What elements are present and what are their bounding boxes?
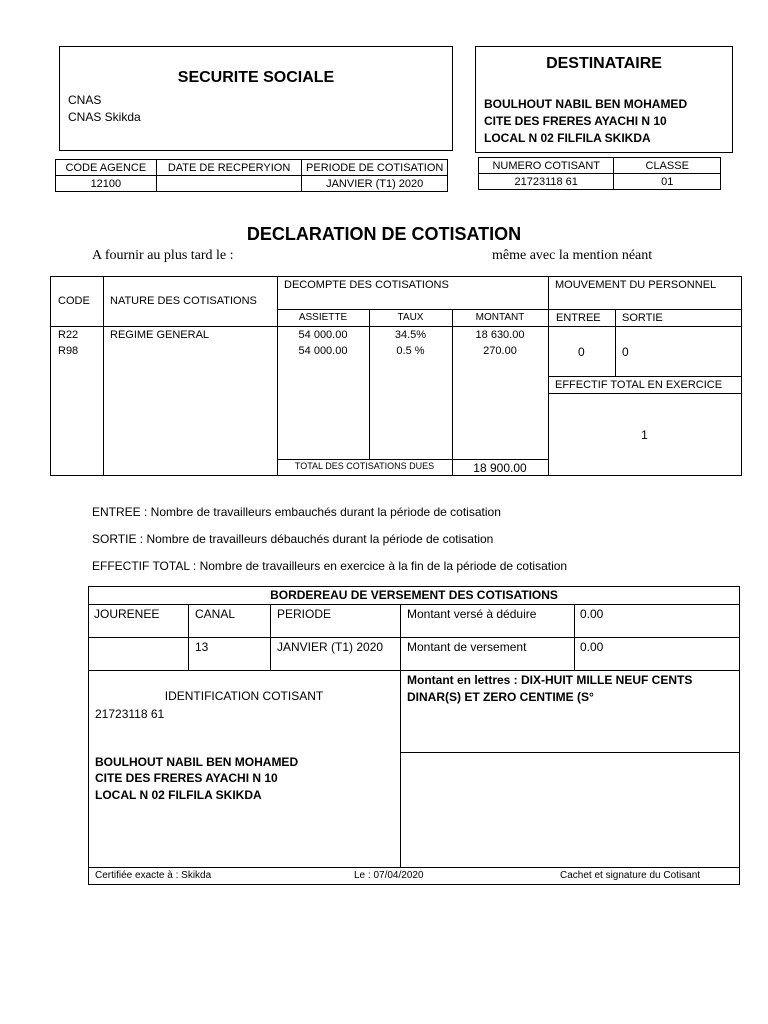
deadline-text: A fournir au plus tard le : bbox=[92, 248, 234, 263]
bordereau-title: BORDEREAU DE VERSEMENT DES COTISATIONS bbox=[270, 588, 558, 602]
agency-code-value: 12100 bbox=[56, 176, 157, 192]
canal-header: CANAL bbox=[195, 607, 236, 621]
bordereau-address1: CITE DES FRERES AYACHI N 10 bbox=[95, 771, 278, 785]
certifiee-text: Certifiée exacte à : Skikda bbox=[95, 870, 212, 881]
contributor-class-header: CLASSE bbox=[614, 158, 721, 174]
montant-versement-label: Montant de versement bbox=[407, 640, 527, 654]
montant-deduire-value: 0.00 bbox=[580, 607, 604, 621]
entree-header: ENTREE bbox=[556, 312, 601, 324]
montant-versement-value: 0.00 bbox=[580, 640, 604, 654]
agency-period-value: JANVIER (T1) 2020 bbox=[302, 176, 448, 192]
definition-entree: ENTREE : Nombre de travailleurs embauchés durant la période de cotisation bbox=[92, 505, 501, 519]
sender-line2: CNAS Skikda bbox=[68, 110, 141, 124]
sortie-value: 0 bbox=[622, 345, 629, 359]
sortie-header: SORTIE bbox=[622, 312, 663, 324]
periode-value: JANVIER (T1) 2020 bbox=[277, 640, 384, 654]
contributor-table bbox=[478, 157, 721, 190]
montant-lettres-line2: DINAR(S) ET ZERO CENTIME (S° bbox=[407, 690, 594, 704]
row-2-montant: 270.00 bbox=[483, 345, 517, 357]
identification-label: IDENTIFICATION COTISANT bbox=[164, 689, 324, 703]
sender-line1: CNAS bbox=[68, 93, 102, 107]
agency-table bbox=[55, 159, 448, 192]
row-1-assiette: 54 000.00 bbox=[298, 329, 348, 341]
row-1-code: R22 bbox=[58, 329, 79, 341]
row-1-taux: 34.5% bbox=[394, 329, 427, 341]
sender-title: SECURITE SOCIALE bbox=[177, 69, 335, 86]
bordereau-name: BOULHOUT NABIL BEN MOHAMED bbox=[95, 755, 299, 769]
row-1-montant: 18 630.00 bbox=[475, 329, 525, 341]
nature-header: NATURE DES COTISATIONS bbox=[110, 295, 257, 307]
mouvement-header: MOUVEMENT DU PERSONNEL bbox=[555, 279, 717, 291]
montant-deduire-label: Montant versé à déduire bbox=[407, 607, 537, 621]
definition-effectif: EFFECTIF TOTAL : Nombre de travailleurs en exercice à la fin de la période de cotisation bbox=[92, 559, 568, 573]
decompte-header: DECOMPTE DES COTISATIONS bbox=[284, 279, 449, 291]
bordereau-table bbox=[88, 586, 740, 885]
row-1-nature: REGIME GENERAL bbox=[110, 329, 210, 341]
bordereau-address2: LOCAL N 02 FILFILA SKIKDA bbox=[95, 788, 262, 802]
montant-lettres-line1: Montant en lettres : DIX-HUIT MILLE NEUF CENTS bbox=[407, 673, 693, 687]
assiette-header: ASSIETTE bbox=[298, 312, 348, 323]
agency-date-header: DATE DE RECPERYION bbox=[156, 160, 302, 176]
row-2-code: R98 bbox=[58, 345, 79, 357]
recipient-address2: LOCAL N 02 FILFILA SKIKDA bbox=[484, 131, 651, 145]
agency-code-header: CODE AGENCE bbox=[56, 160, 157, 176]
effectif-value: 1 bbox=[641, 428, 648, 442]
canal-value: 13 bbox=[195, 640, 209, 654]
periode-header: PERIODE bbox=[277, 607, 332, 621]
taux-header: TAUX bbox=[397, 312, 424, 323]
definition-sortie: SORTIE : Nombre de travailleurs débauchés durant la période de cotisation bbox=[92, 532, 494, 546]
recipient-title: DESTINATAIRE bbox=[546, 55, 662, 72]
sender-box bbox=[59, 46, 453, 151]
contributor-number-value: 21723118 61 bbox=[479, 174, 614, 190]
effectif-header: EFFECTIF TOTAL EN EXERCICE bbox=[555, 379, 723, 391]
entree-value: 0 bbox=[578, 345, 585, 359]
signature-date: Le : 07/04/2020 bbox=[354, 870, 424, 881]
code-header: CODE bbox=[58, 295, 90, 307]
identification-number: 21723118 61 bbox=[95, 707, 165, 721]
montant-header: MONTANT bbox=[475, 312, 525, 323]
agency-period-header: PERIODE DE COTISATION bbox=[302, 160, 448, 176]
row-2-taux: 0.5 % bbox=[396, 345, 425, 357]
contributor-class-value: 01 bbox=[614, 174, 721, 190]
total-value: 18 900.00 bbox=[473, 461, 527, 475]
recipient-name: BOULHOUT NABIL BEN MOHAMED bbox=[484, 97, 688, 111]
journee-header: JOURENEE bbox=[94, 607, 160, 621]
declaration-title: DECLARATION DE COTISATION bbox=[246, 224, 522, 244]
row-2-assiette: 54 000.00 bbox=[298, 345, 348, 357]
neant-text: même avec la mention néant bbox=[492, 248, 653, 263]
cachet-text: Cachet et signature du Cotisant bbox=[560, 870, 701, 881]
total-label: TOTAL DES COTISATIONS DUES bbox=[294, 461, 435, 471]
agency-date-value bbox=[156, 176, 302, 192]
contributor-number-header: NUMERO COTISANT bbox=[479, 158, 614, 174]
recipient-address1: CITE DES FRERES AYACHI N 10 bbox=[484, 114, 667, 128]
